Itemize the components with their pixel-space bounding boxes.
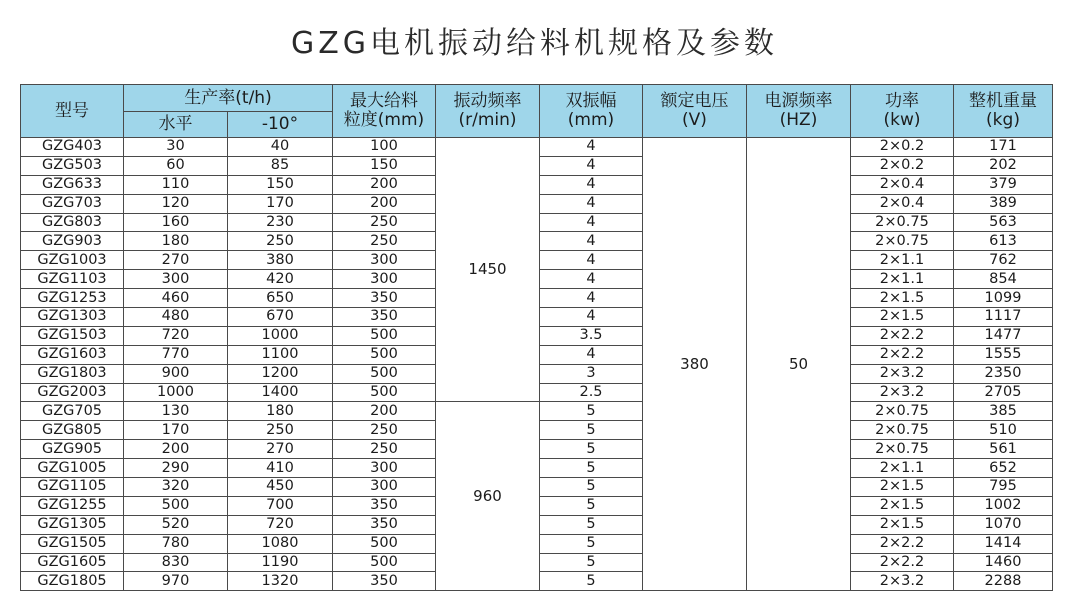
cell-model: GZG1305 xyxy=(21,515,124,534)
cell-capacity-incline: 270 xyxy=(228,440,333,459)
header-power-freq xyxy=(747,85,851,138)
cell-capacity-horizontal: 130 xyxy=(124,402,228,421)
table-body xyxy=(21,138,1053,591)
cell-weight: 510 xyxy=(954,421,1053,440)
cell-capacity-horizontal: 30 xyxy=(124,138,228,157)
header-max-feed xyxy=(333,85,436,138)
cell-capacity-horizontal: 460 xyxy=(124,289,228,308)
cell-vib-freq-960: 960 xyxy=(436,402,540,591)
cell-capacity-horizontal: 300 xyxy=(124,270,228,289)
cell-max-feed: 200 xyxy=(333,175,436,194)
cell-power: 2×1.5 xyxy=(851,496,954,515)
header-power-freq-line1: 电源频率 xyxy=(764,91,833,111)
cell-amplitude: 3 xyxy=(540,364,643,383)
cell-max-feed: 350 xyxy=(333,515,436,534)
cell-max-feed: 200 xyxy=(333,194,436,213)
cell-model: GZG905 xyxy=(21,440,124,459)
cell-capacity-horizontal: 120 xyxy=(124,194,228,213)
cell-amplitude: 4 xyxy=(540,232,643,251)
cell-weight: 385 xyxy=(954,402,1053,421)
cell-capacity-horizontal: 480 xyxy=(124,308,228,327)
cell-amplitude: 4 xyxy=(540,156,643,175)
cell-weight: 1477 xyxy=(954,326,1053,345)
cell-max-feed: 500 xyxy=(333,383,436,402)
cell-power: 2×0.4 xyxy=(851,194,954,213)
cell-power: 2×1.1 xyxy=(851,251,954,270)
cell-amplitude: 5 xyxy=(540,515,643,534)
cell-amplitude: 4 xyxy=(540,175,643,194)
cell-amplitude: 4 xyxy=(540,138,643,157)
cell-power: 2×0.75 xyxy=(851,232,954,251)
cell-weight: 379 xyxy=(954,175,1053,194)
header-capacity: 生产率(t/h) xyxy=(124,85,333,112)
cell-amplitude: 4 xyxy=(540,270,643,289)
cell-weight: 1460 xyxy=(954,553,1053,572)
cell-model: GZG705 xyxy=(21,402,124,421)
cell-capacity-incline: 720 xyxy=(228,515,333,534)
header-amplitude-line1: 双振幅 xyxy=(565,91,617,111)
header-amplitude xyxy=(540,85,643,138)
cell-capacity-incline: 380 xyxy=(228,251,333,270)
cell-capacity-horizontal: 170 xyxy=(124,421,228,440)
cell-weight: 1070 xyxy=(954,515,1053,534)
cell-amplitude: 5 xyxy=(540,534,643,553)
cell-model: GZG1605 xyxy=(21,553,124,572)
cell-weight: 795 xyxy=(954,478,1053,497)
cell-amplitude: 5 xyxy=(540,402,643,421)
cell-model: GZG1303 xyxy=(21,308,124,327)
header-incline: -10° xyxy=(228,112,333,138)
cell-max-feed: 350 xyxy=(333,289,436,308)
cell-amplitude: 5 xyxy=(540,496,643,515)
cell-max-feed: 300 xyxy=(333,270,436,289)
cell-capacity-incline: 1100 xyxy=(228,345,333,364)
cell-weight: 171 xyxy=(954,138,1053,157)
cell-power: 2×0.2 xyxy=(851,138,954,157)
cell-max-feed: 150 xyxy=(333,156,436,175)
cell-capacity-horizontal: 60 xyxy=(124,156,228,175)
header-model: 型号 xyxy=(21,85,124,138)
cell-power: 2×1.5 xyxy=(851,515,954,534)
cell-weight: 563 xyxy=(954,213,1053,232)
cell-power-freq: 50 xyxy=(747,138,851,591)
cell-max-feed: 300 xyxy=(333,251,436,270)
header-voltage-line2: (V) xyxy=(682,110,707,130)
cell-power: 2×2.2 xyxy=(851,534,954,553)
cell-max-feed: 500 xyxy=(333,326,436,345)
header-vib-freq xyxy=(436,85,540,138)
cell-power: 2×0.75 xyxy=(851,402,954,421)
page-title: GZG电机振动给料机规格及参数 xyxy=(290,26,779,61)
header-weight-line1: 整机重量 xyxy=(969,91,1037,111)
spec-table xyxy=(20,84,1053,591)
header-weight xyxy=(954,85,1053,138)
cell-capacity-incline: 1200 xyxy=(228,364,333,383)
cell-capacity-incline: 1320 xyxy=(228,572,333,591)
cell-weight: 2705 xyxy=(954,383,1053,402)
cell-amplitude: 4 xyxy=(540,345,643,364)
cell-amplitude: 5 xyxy=(540,440,643,459)
cell-weight: 389 xyxy=(954,194,1053,213)
header-vib-freq-line2: (r/min) xyxy=(458,110,517,130)
header-voltage-line1: 额定电压 xyxy=(660,91,729,111)
cell-amplitude: 4 xyxy=(540,308,643,327)
cell-capacity-horizontal: 1000 xyxy=(124,383,228,402)
cell-weight: 2350 xyxy=(954,364,1053,383)
header-horizontal: 水平 xyxy=(124,112,228,138)
cell-capacity-incline: 420 xyxy=(228,270,333,289)
cell-amplitude: 4 xyxy=(540,251,643,270)
cell-capacity-incline: 250 xyxy=(228,232,333,251)
cell-capacity-horizontal: 110 xyxy=(124,175,228,194)
cell-power: 2×1.5 xyxy=(851,478,954,497)
cell-weight: 1555 xyxy=(954,345,1053,364)
cell-power: 2×3.2 xyxy=(851,364,954,383)
cell-max-feed: 300 xyxy=(333,459,436,478)
cell-power: 2×3.2 xyxy=(851,572,954,591)
cell-capacity-horizontal: 180 xyxy=(124,232,228,251)
cell-weight: 561 xyxy=(954,440,1053,459)
table-row xyxy=(21,402,1053,421)
header-vib-freq-line1: 振动频率 xyxy=(453,91,522,111)
cell-power: 2×3.2 xyxy=(851,383,954,402)
cell-power: 2×0.75 xyxy=(851,213,954,232)
cell-amplitude: 4 xyxy=(540,289,643,308)
cell-max-feed: 200 xyxy=(333,402,436,421)
cell-model: GZG503 xyxy=(21,156,124,175)
cell-capacity-incline: 230 xyxy=(228,213,333,232)
cell-capacity-incline: 670 xyxy=(228,308,333,327)
header-power-freq-line2: (HZ) xyxy=(779,110,818,130)
cell-capacity-incline: 700 xyxy=(228,496,333,515)
cell-capacity-incline: 150 xyxy=(228,175,333,194)
cell-power: 2×2.2 xyxy=(851,326,954,345)
cell-capacity-horizontal: 720 xyxy=(124,326,228,345)
cell-amplitude: 5 xyxy=(540,478,643,497)
cell-model: GZG1255 xyxy=(21,496,124,515)
cell-max-feed: 100 xyxy=(333,138,436,157)
cell-model: GZG403 xyxy=(21,138,124,157)
cell-weight: 202 xyxy=(954,156,1053,175)
cell-capacity-horizontal: 290 xyxy=(124,459,228,478)
cell-weight: 1099 xyxy=(954,289,1053,308)
cell-capacity-horizontal: 500 xyxy=(124,496,228,515)
cell-capacity-incline: 1190 xyxy=(228,553,333,572)
cell-capacity-horizontal: 200 xyxy=(124,440,228,459)
cell-model: GZG805 xyxy=(21,421,124,440)
cell-vib-freq-1450: 1450 xyxy=(436,138,540,402)
cell-amplitude: 5 xyxy=(540,459,643,478)
cell-weight: 613 xyxy=(954,232,1053,251)
cell-power: 2×2.2 xyxy=(851,345,954,364)
table-row xyxy=(21,138,1053,157)
cell-capacity-horizontal: 770 xyxy=(124,345,228,364)
header-max-feed-line1: 最大给料 xyxy=(350,91,418,111)
cell-power: 2×1.1 xyxy=(851,459,954,478)
cell-model: GZG1803 xyxy=(21,364,124,383)
cell-max-feed: 500 xyxy=(333,364,436,383)
cell-power: 2×0.2 xyxy=(851,156,954,175)
cell-power: 2×0.75 xyxy=(851,440,954,459)
cell-amplitude: 4 xyxy=(540,213,643,232)
cell-model: GZG2003 xyxy=(21,383,124,402)
cell-model: GZG903 xyxy=(21,232,124,251)
cell-model: GZG1505 xyxy=(21,534,124,553)
cell-max-feed: 250 xyxy=(333,232,436,251)
cell-weight: 652 xyxy=(954,459,1053,478)
cell-voltage: 380 xyxy=(643,138,747,591)
cell-capacity-incline: 170 xyxy=(228,194,333,213)
cell-weight: 1414 xyxy=(954,534,1053,553)
cell-amplitude: 5 xyxy=(540,553,643,572)
cell-power: 2×1.1 xyxy=(851,270,954,289)
cell-capacity-incline: 85 xyxy=(228,156,333,175)
cell-power: 2×0.75 xyxy=(851,421,954,440)
cell-weight: 762 xyxy=(954,251,1053,270)
cell-capacity-horizontal: 270 xyxy=(124,251,228,270)
header-power-line1: 功率 xyxy=(885,91,919,111)
cell-capacity-incline: 40 xyxy=(228,138,333,157)
cell-power: 2×1.5 xyxy=(851,289,954,308)
cell-amplitude: 3.5 xyxy=(540,326,643,345)
cell-model: GZG1003 xyxy=(21,251,124,270)
cell-model: GZG1253 xyxy=(21,289,124,308)
cell-weight: 1002 xyxy=(954,496,1053,515)
cell-model: GZG1503 xyxy=(21,326,124,345)
cell-power: 2×0.4 xyxy=(851,175,954,194)
cell-model: GZG1805 xyxy=(21,572,124,591)
cell-capacity-horizontal: 520 xyxy=(124,515,228,534)
cell-amplitude: 5 xyxy=(540,421,643,440)
cell-capacity-incline: 450 xyxy=(228,478,333,497)
header-weight-line2: (kg) xyxy=(986,110,1020,130)
cell-model: GZG703 xyxy=(21,194,124,213)
cell-model: GZG1105 xyxy=(21,478,124,497)
cell-capacity-horizontal: 160 xyxy=(124,213,228,232)
cell-capacity-incline: 1080 xyxy=(228,534,333,553)
cell-model: GZG1603 xyxy=(21,345,124,364)
header-power-line2: (kw) xyxy=(883,110,921,130)
cell-max-feed: 350 xyxy=(333,496,436,515)
cell-model: GZG1005 xyxy=(21,459,124,478)
cell-model: GZG803 xyxy=(21,213,124,232)
cell-weight: 1117 xyxy=(954,308,1053,327)
cell-weight: 854 xyxy=(954,270,1053,289)
cell-model: GZG633 xyxy=(21,175,124,194)
cell-capacity-horizontal: 900 xyxy=(124,364,228,383)
cell-capacity-incline: 410 xyxy=(228,459,333,478)
header-amplitude-line2: (mm) xyxy=(567,110,615,130)
cell-power: 2×1.5 xyxy=(851,308,954,327)
cell-max-feed: 350 xyxy=(333,572,436,591)
cell-capacity-horizontal: 320 xyxy=(124,478,228,497)
table-header xyxy=(21,85,1053,138)
cell-max-feed: 350 xyxy=(333,308,436,327)
cell-capacity-incline: 1400 xyxy=(228,383,333,402)
cell-amplitude: 5 xyxy=(540,572,643,591)
cell-max-feed: 300 xyxy=(333,478,436,497)
cell-capacity-incline: 250 xyxy=(228,421,333,440)
header-max-feed-line2: 粒度(mm) xyxy=(343,110,425,130)
cell-capacity-horizontal: 780 xyxy=(124,534,228,553)
cell-capacity-horizontal: 830 xyxy=(124,553,228,572)
cell-power: 2×2.2 xyxy=(851,553,954,572)
cell-capacity-horizontal: 970 xyxy=(124,572,228,591)
cell-max-feed: 500 xyxy=(333,345,436,364)
cell-max-feed: 250 xyxy=(333,421,436,440)
cell-max-feed: 500 xyxy=(333,553,436,572)
header-voltage xyxy=(643,85,747,138)
header-power xyxy=(851,85,954,138)
cell-max-feed: 250 xyxy=(333,213,436,232)
cell-model: GZG1103 xyxy=(21,270,124,289)
cell-amplitude: 4 xyxy=(540,194,643,213)
cell-capacity-incline: 1000 xyxy=(228,326,333,345)
cell-capacity-incline: 180 xyxy=(228,402,333,421)
cell-max-feed: 250 xyxy=(333,440,436,459)
cell-max-feed: 500 xyxy=(333,534,436,553)
cell-weight: 2288 xyxy=(954,572,1053,591)
cell-amplitude: 2.5 xyxy=(540,383,643,402)
cell-capacity-incline: 650 xyxy=(228,289,333,308)
